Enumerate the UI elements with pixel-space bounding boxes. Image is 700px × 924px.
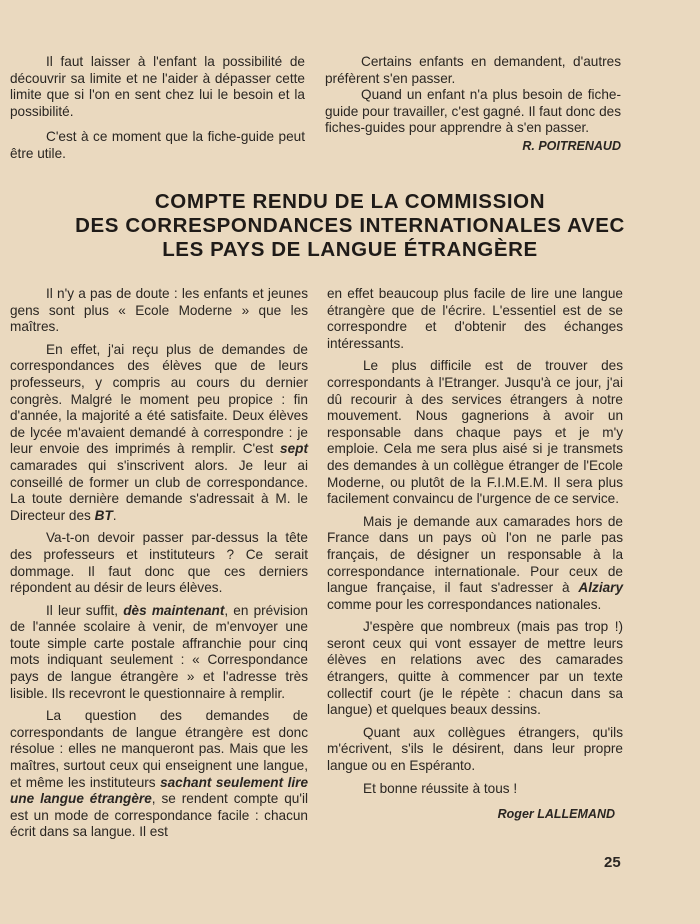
paragraph: Va-t-on devoir passer par-dessus la tête des professeurs et instituteurs ? Ce serait dommage. Il faut donc que ces derniers répondent au désir de leurs élèves. xyxy=(10,530,308,596)
author-signature: R. POITRENAUD xyxy=(522,138,621,153)
emphasis: BT xyxy=(94,507,113,523)
paragraph: En effet, j'ai reçu plus de demandes de correspondances des élèves que de leurs professeurs, y compris au cours du dernier congrès. Malgré le moment peu propice : fin d'année, la majorité a été satisfaite. Deux élèves de lycée m'avaient demandé à correspondre : je leur envoie des imprimés à remplir. C'est sept camarades qui s'inscrivent alors. Je leur ai conseillé de former un club de correspondance. La toute dernière demande s'adressait à M. le Directeur des BT. xyxy=(10,341,308,523)
paragraph: Le plus difficile est de trouver des correspondants à l'Etranger. Jusqu'à ce jour, j'ai dû recourir à des services étrangers à notre mouvement. Nous gagnerions à avoir un responsable dans chaque pays et je m'y emploie. Cela me sera plus aisé si je transmets des demandes à un collègue étranger de l'Ecole Moderne, ou plutôt de la F.I.M.E.M. Il sera plus facilement convaincu de l'urgence de ce service. xyxy=(327,358,623,507)
paragraph: Mais je demande aux camarades hors de France dans un pays où l'on ne parle pas français, de désigner un responsable à la correspondance internationale. Pour ceux de langue française, il faut s'adresser à Alziary comme pour les correspondances nationales. xyxy=(327,513,623,612)
paragraph: J'espère que nombreux (mais pas trop !) seront ceux qui vont essayer de mettre leurs élèves en relations avec des camarades étrangers, quitte à commencer par un texte collectif court (je le répète : chacun dans sa langue) et quelques beaux dessins. xyxy=(327,619,623,718)
paragraph: Quand un enfant n'a plus besoin de fiche-guide pour travailler, c'est gagné. Il faut donc des fiches-guides pour apprendre à s'en passer. xyxy=(325,87,621,136)
previous-article-right-column xyxy=(325,54,621,155)
paragraph: Quant aux collègues étrangers, qu'ils m'écrivent, s'ils le désirent, dans leur propre langue ou en Espéranto. xyxy=(327,724,623,774)
title-line: COMPTE RENDU DE LA COMMISSION xyxy=(154,190,546,213)
title-line: LES PAYS DE LANGUE ÉTRANGÈRE xyxy=(162,238,538,261)
author-signature: Roger LALLEMAND xyxy=(497,807,615,822)
emphasis: Alziary xyxy=(578,580,623,596)
emphasis: dès maintenant xyxy=(123,602,225,618)
title-line: DES CORRESPONDANCES INTERNATIONALES AVEC xyxy=(75,214,625,237)
article-right-column xyxy=(327,286,623,823)
paragraph: C'est à ce moment que la fiche-guide peut être utile. xyxy=(10,129,305,161)
emphasis: sept xyxy=(280,441,308,457)
paragraph: Certains enfants en demandent, d'autres préfèrent s'en passer. xyxy=(325,54,621,86)
paragraph: Il leur suffit, dès maintenant, en prévision de l'année scolaire à venir, de m'envoyer une toute simple carte postale affranchie pour cinq mots indiquant seulement : « Correspondance pays de langue étrangère » et l'adresse très lisible. Ils recevront le questionnaire à remplir. xyxy=(10,602,308,701)
paragraph: La question des demandes de correspondants de langue étrangère est donc résolue : elles ne manqueront pas. Mais que les maîtres, surtout ceux qui enseignent une langue, et même les instituteurs sachant seulement lire une langue étrangère, se rendent compte qu'il est un mode de correspondance facile : chacun écrit dans sa langue. Il est xyxy=(10,708,308,840)
article-left-column xyxy=(10,286,308,841)
paragraph: Il faut laisser à l'enfant la possibilité de découvrir sa limite et ne l'aider à dépasser cette limite que si l'on en sent chez lui le besoin et la possibilité. xyxy=(10,54,305,119)
emphasis: sachant seulement lire une langue étrangère xyxy=(10,774,308,807)
paragraph: Et bonne réussite à tous ! xyxy=(363,780,518,796)
paragraph: Il n'y a pas de doute : les enfants et jeunes gens sont plus « Ecole Moderne » que les maîtres. xyxy=(10,286,308,335)
page-number: 25 xyxy=(604,854,621,871)
previous-article-left-column xyxy=(10,54,305,163)
paragraph: en effet beaucoup plus facile de lire une langue étrangère que de l'écrire. L'essentiel est de se correspondre et d'obtenir des échanges intéressants. xyxy=(327,286,623,351)
article-title xyxy=(0,190,700,262)
